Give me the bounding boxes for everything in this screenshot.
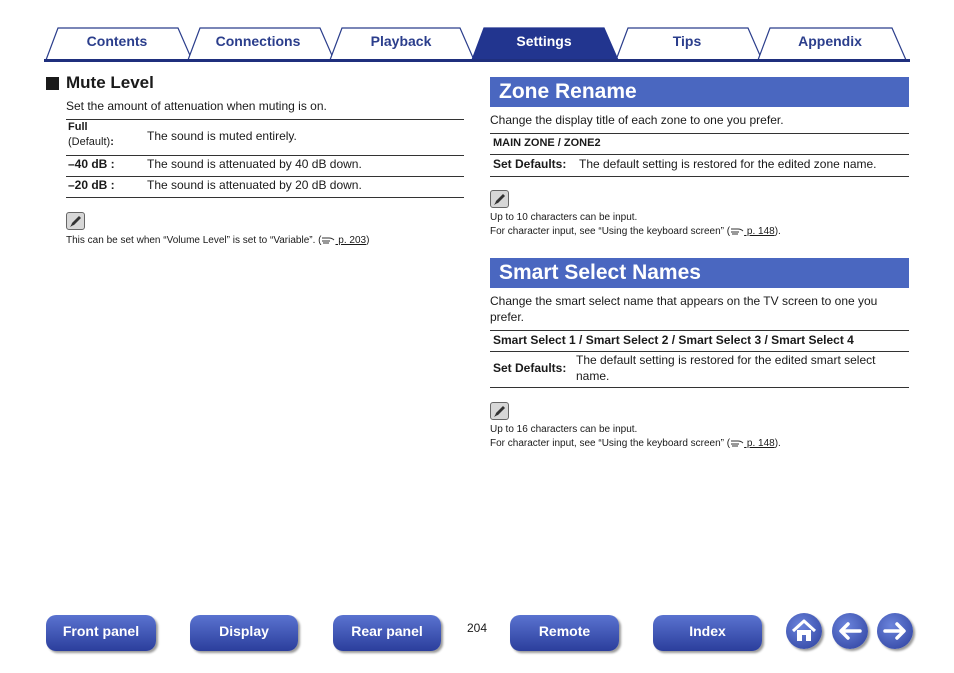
zone-rename-title: Zone Rename bbox=[490, 77, 909, 107]
back-arrow-icon bbox=[832, 613, 868, 649]
tab-underline bbox=[44, 59, 910, 62]
tab-connections[interactable] bbox=[194, 27, 322, 61]
tab-playback-label: Playback bbox=[370, 33, 432, 49]
remote-button[interactable]: Remote bbox=[510, 615, 619, 651]
forward-arrow-icon bbox=[877, 613, 913, 649]
mute-level-intro: Set the amount of attenuation when muting is on. bbox=[66, 99, 327, 113]
mute-row-40-value: The sound is attenuated by 40 dB down. bbox=[147, 157, 362, 171]
smart-note-link[interactable]: p. 148 bbox=[744, 438, 775, 449]
smart-note-end: ). bbox=[774, 438, 781, 449]
home-icon bbox=[786, 613, 822, 649]
mute-row-full-sub bbox=[68, 135, 114, 149]
tab-connections-label: Connections bbox=[215, 33, 301, 49]
smart-note-1: Up to 16 characters can be input. bbox=[490, 424, 638, 435]
hand-pointer-icon bbox=[730, 226, 744, 236]
section-bullet-icon bbox=[46, 77, 59, 90]
smart-select-intro-1: Change the smart select name that appears on the TV screen to one you bbox=[490, 294, 878, 308]
tab-bar bbox=[0, 0, 954, 64]
page-number: 204 bbox=[466, 621, 488, 635]
tab-tips[interactable] bbox=[622, 27, 752, 61]
mute-row-full-value: The sound is muted entirely. bbox=[147, 129, 297, 143]
divider bbox=[490, 330, 909, 331]
zone-row-defaults-key: Set Defaults: bbox=[493, 157, 567, 171]
forward-button[interactable] bbox=[877, 613, 913, 649]
smart-row-defaults-value-1: The default setting is restored for the edited smart select bbox=[576, 353, 876, 367]
tab-settings[interactable] bbox=[478, 27, 610, 61]
zone-note-1: Up to 10 characters can be input. bbox=[490, 212, 638, 223]
zone-row-zones: MAIN ZONE / ZONE2 bbox=[493, 137, 601, 149]
display-button[interactable]: Display bbox=[190, 615, 298, 651]
mute-row-full-colon: : bbox=[110, 136, 114, 148]
divider bbox=[490, 133, 909, 134]
divider bbox=[66, 119, 464, 120]
mute-row-full-default: (Default) bbox=[68, 136, 111, 148]
hand-pointer-icon bbox=[321, 235, 335, 245]
pencil-note-icon bbox=[490, 190, 509, 208]
mute-note-end: ) bbox=[366, 235, 370, 246]
zone-note-link[interactable]: p. 148 bbox=[744, 226, 775, 237]
mute-note bbox=[66, 234, 369, 248]
home-button[interactable] bbox=[786, 613, 822, 649]
zone-note-2-text: For character input, see “Using the keyboard screen” ( bbox=[490, 226, 731, 237]
mute-level-heading: Mute Level bbox=[66, 73, 154, 92]
front-panel-button[interactable]: Front panel bbox=[46, 615, 156, 651]
divider bbox=[490, 387, 909, 388]
index-button[interactable]: Index bbox=[653, 615, 762, 651]
rear-panel-button[interactable]: Rear panel bbox=[333, 615, 441, 651]
smart-row-defaults-key: Set Defaults: bbox=[493, 361, 567, 375]
mute-row-20-key: –20 dB : bbox=[68, 178, 115, 192]
zone-rename-intro: Change the display title of each zone to one you prefer. bbox=[490, 113, 784, 127]
smart-select-intro-2: prefer. bbox=[490, 310, 525, 324]
tab-settings-label: Settings bbox=[516, 33, 572, 49]
mute-note-link[interactable]: p. 203 bbox=[335, 235, 367, 246]
smart-note-2-text: For character input, see “Using the keyboard screen” ( bbox=[490, 438, 731, 449]
tab-contents-label: Contents bbox=[86, 33, 148, 49]
zone-row-defaults-value: The default setting is restored for the edited zone name. bbox=[579, 157, 877, 171]
smart-note-2 bbox=[490, 437, 781, 451]
pencil-note-icon bbox=[490, 402, 509, 420]
smart-row-defaults-value-2: name. bbox=[576, 369, 610, 383]
zone-note-2 bbox=[490, 225, 781, 239]
tab-playback[interactable] bbox=[336, 27, 466, 61]
smart-select-title: Smart Select Names bbox=[490, 258, 909, 288]
divider bbox=[490, 154, 909, 155]
mute-note-text: This can be set when “Volume Level” is set to “Variable”. ( bbox=[66, 235, 322, 246]
smart-row-selects: Smart Select 1 / Smart Select 2 / Smart Select 3 / Smart Select 4 bbox=[493, 333, 854, 347]
back-button[interactable] bbox=[832, 613, 868, 649]
tab-appendix-label: Appendix bbox=[798, 33, 862, 49]
zone-note-end: ). bbox=[774, 226, 781, 237]
mute-row-40-key: –40 dB : bbox=[68, 157, 115, 171]
tab-contents[interactable] bbox=[52, 27, 182, 61]
divider bbox=[490, 176, 909, 177]
tab-appendix[interactable] bbox=[764, 27, 896, 61]
divider bbox=[66, 197, 464, 198]
mute-row-full-key: Full bbox=[68, 121, 88, 133]
hand-pointer-icon bbox=[730, 438, 744, 448]
mute-row-20-value: The sound is attenuated by 20 dB down. bbox=[147, 178, 362, 192]
pencil-note-icon bbox=[66, 212, 85, 230]
tab-tips-label: Tips bbox=[672, 33, 702, 49]
